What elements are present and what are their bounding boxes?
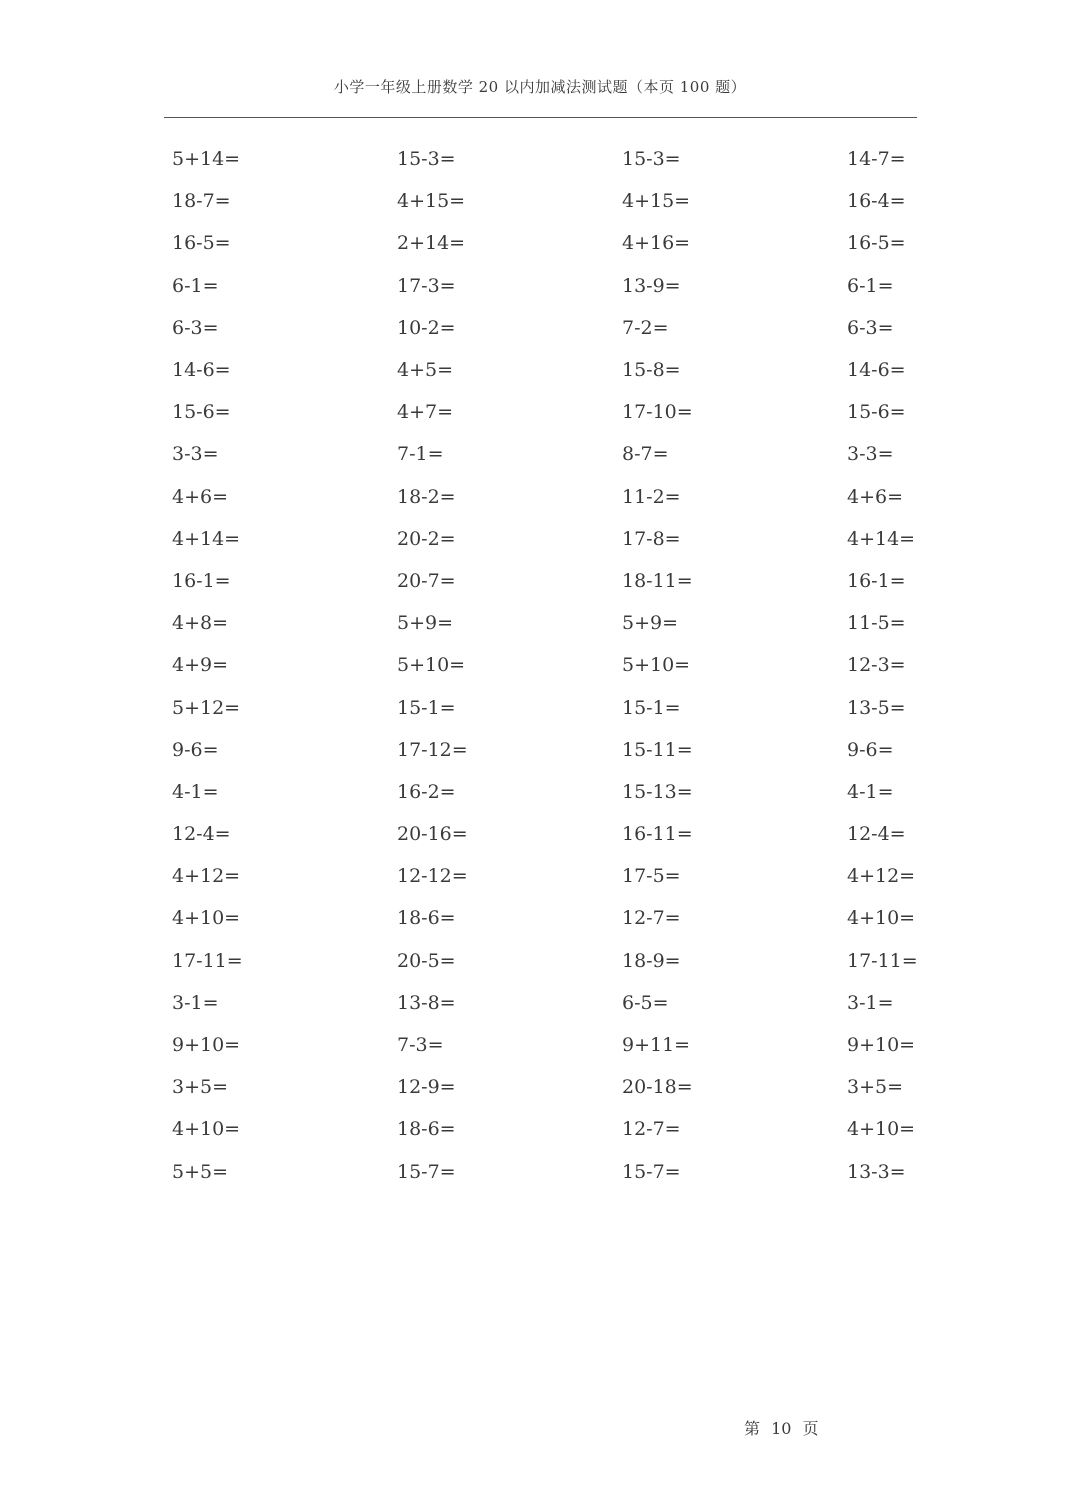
math-problem: 18-6= (397, 907, 456, 930)
math-problem: 9+11= (622, 1034, 691, 1057)
math-problem: 16-11= (622, 823, 693, 846)
math-problem: 13-9= (622, 274, 681, 297)
math-problem: 5+9= (622, 612, 679, 635)
math-problem: 5+10= (397, 654, 466, 677)
math-problem: 4+14= (847, 527, 916, 550)
math-problem: 18-7= (172, 190, 231, 213)
math-problem: 20-5= (397, 949, 456, 972)
math-problem: 4+15= (622, 190, 691, 213)
math-problem: 6-1= (847, 274, 894, 297)
math-problem: 12-4= (172, 823, 231, 846)
math-problem: 4+5= (397, 359, 454, 382)
math-problem: 16-5= (172, 232, 231, 255)
math-problem: 14-6= (847, 359, 906, 382)
math-problem: 17-11= (172, 949, 243, 972)
math-problem: 4+7= (397, 401, 454, 424)
math-problem: 17-11= (847, 949, 918, 972)
math-problem: 4+16= (622, 232, 691, 255)
math-problem: 4+10= (172, 1118, 241, 1141)
math-problem: 15-7= (397, 1160, 456, 1183)
math-problem: 18-6= (397, 1118, 456, 1141)
math-problem: 14-6= (172, 359, 231, 382)
math-problem: 4+8= (172, 612, 229, 635)
math-problem: 4+9= (172, 654, 229, 677)
math-problem: 16-4= (847, 190, 906, 213)
math-problem: 15-6= (172, 401, 231, 424)
math-problem: 4+12= (847, 865, 916, 888)
math-problem: 4+6= (847, 485, 904, 508)
math-problem: 15-1= (622, 696, 681, 719)
math-problem: 15-7= (622, 1160, 681, 1183)
math-problem: 17-10= (622, 401, 693, 424)
math-problem: 3+5= (847, 1076, 904, 1099)
math-problem: 9+10= (172, 1034, 241, 1057)
math-problem: 5+10= (622, 654, 691, 677)
math-problem: 5+5= (172, 1160, 229, 1183)
math-problem: 15-8= (622, 359, 681, 382)
math-problem: 6-3= (847, 316, 894, 339)
header-divider (164, 117, 917, 118)
math-problem: 13-8= (397, 991, 456, 1014)
math-problem: 6-3= (172, 316, 219, 339)
math-problem: 18-11= (622, 569, 693, 592)
math-problem: 12-7= (622, 1118, 681, 1141)
math-problem: 15-3= (397, 148, 456, 171)
math-problem: 15-11= (622, 738, 693, 761)
math-problem: 6-1= (172, 274, 219, 297)
math-problem: 3-1= (172, 991, 219, 1014)
math-problem: 17-12= (397, 738, 468, 761)
math-problem: 3-3= (172, 443, 219, 466)
math-problem: 3+5= (172, 1076, 229, 1099)
math-problem: 5+9= (397, 612, 454, 635)
math-problem: 12-7= (622, 907, 681, 930)
math-problem: 4+10= (847, 907, 916, 930)
math-problem: 4+12= (172, 865, 241, 888)
math-problem: 15-13= (622, 780, 693, 803)
math-problem: 12-4= (847, 823, 906, 846)
math-problem: 9+10= (847, 1034, 916, 1057)
math-problem: 11-2= (622, 485, 681, 508)
math-problem: 11-5= (847, 612, 906, 635)
math-problem: 17-3= (397, 274, 456, 297)
math-problem: 15-3= (622, 148, 681, 171)
math-problem: 9-6= (172, 738, 219, 761)
math-problem: 13-3= (847, 1160, 906, 1183)
math-problem: 20-2= (397, 527, 456, 550)
math-problem: 4-1= (172, 780, 219, 803)
math-problem: 20-16= (397, 823, 468, 846)
math-problem: 4-1= (847, 780, 894, 803)
math-problem: 12-9= (397, 1076, 456, 1099)
math-problem: 4+10= (847, 1118, 916, 1141)
math-problem: 2+14= (397, 232, 466, 255)
math-problem: 20-18= (622, 1076, 693, 1099)
math-problem: 6-5= (622, 991, 669, 1014)
math-problem: 16-1= (847, 569, 906, 592)
math-problem: 17-5= (622, 865, 681, 888)
math-problem: 7-3= (397, 1034, 444, 1057)
math-problem: 16-5= (847, 232, 906, 255)
math-problem: 20-7= (397, 569, 456, 592)
math-problem: 14-7= (847, 148, 906, 171)
page-number: 第 10 页 (744, 1419, 819, 1438)
math-problem: 7-2= (622, 316, 669, 339)
math-problem: 17-8= (622, 527, 681, 550)
math-problem: 4+14= (172, 527, 241, 550)
math-problem: 4+6= (172, 485, 229, 508)
math-problem: 7-1= (397, 443, 444, 466)
math-problem: 9-6= (847, 738, 894, 761)
math-problem: 13-5= (847, 696, 906, 719)
math-problem: 5+14= (172, 148, 241, 171)
math-problem: 18-9= (622, 949, 681, 972)
problem-grid (172, 138, 932, 1193)
math-problem: 10-2= (397, 316, 456, 339)
math-problem: 5+12= (172, 696, 241, 719)
math-problem: 16-1= (172, 569, 231, 592)
math-problem: 16-2= (397, 780, 456, 803)
math-problem: 15-1= (397, 696, 456, 719)
math-problem: 4+15= (397, 190, 466, 213)
math-problem: 18-2= (397, 485, 456, 508)
page-title: 小学一年级上册数学 20 以内加减法测试题（本页 100 题） (333, 78, 747, 96)
math-problem: 12-3= (847, 654, 906, 677)
math-problem: 12-12= (397, 865, 468, 888)
math-problem: 3-1= (847, 991, 894, 1014)
math-problem: 3-3= (847, 443, 894, 466)
math-problem: 4+10= (172, 907, 241, 930)
math-problem: 15-6= (847, 401, 906, 424)
math-problem: 8-7= (622, 443, 669, 466)
